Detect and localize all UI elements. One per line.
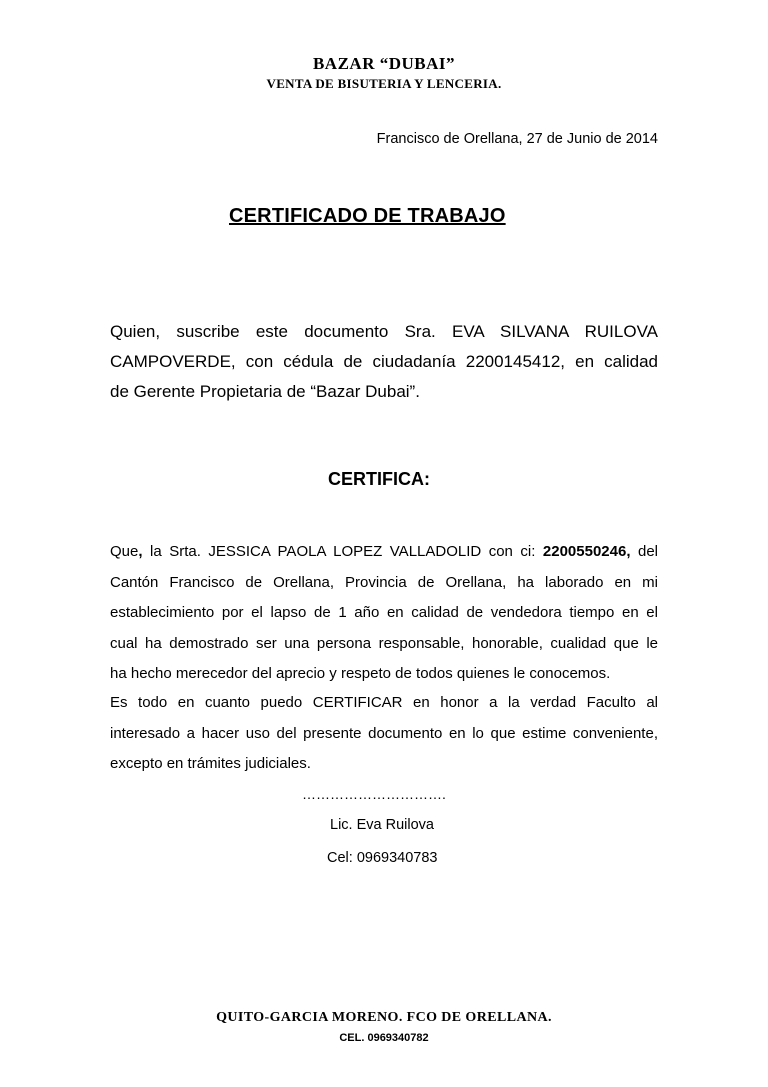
- letterhead-title: BAZAR “DUBAI”: [312, 54, 456, 73]
- date-line: Francisco de Orellana, 27 de Junio de 2014: [376, 131, 658, 147]
- signature-line: ………………………….: [302, 786, 446, 802]
- closing-line: Es todo en cuanto puedo CERTIFICAR en honor a la verdad Faculto al: [110, 694, 658, 711]
- closing-paragraph: [110, 688, 658, 780]
- body-del: del: [630, 543, 658, 560]
- closing-line: interesado a hacer uso del presente documento en lo que estime conveniente,: [110, 724, 658, 742]
- body-line: Cantón Francisco de Orellana, Provincia de Orellana, ha laborado en mi: [110, 573, 658, 591]
- body-srta: la Srta. JESSICA PAOLA LOPEZ VALLADOLID con ci:: [142, 543, 543, 560]
- certifica-heading: [328, 469, 430, 490]
- intro-line: Quien, suscribe este documento Sra. EVA SILVANA RUILOVA: [110, 322, 658, 341]
- intro-line: de Gerente Propietaria de “Bazar Dubai”.: [110, 382, 420, 401]
- footer-phone: CEL. 0969340782: [339, 1032, 429, 1044]
- body-line: ha hecho merecedor del aprecio y respeto de todos quienes le conocemos.: [110, 665, 611, 682]
- body-line: establecimiento por el lapso de 1 año en calidad de vendedora tiempo en el: [110, 604, 658, 621]
- intro-line: CAMPOVERDE, con cédula de ciudadanía 2200145412, en calidad: [110, 352, 658, 371]
- closing-line: excepto en trámites judiciales.: [110, 755, 311, 772]
- letterhead-subtitle: VENTA DE BISUTERIA Y LENCERIA.: [266, 76, 502, 91]
- document-title: CERTIFICADO DE TRABAJO: [229, 205, 506, 227]
- body-ci-number: 2200550246,: [542, 543, 631, 560]
- body-paragraph: [110, 537, 658, 690]
- signatory-phone: Cel: 0969340783: [327, 850, 438, 866]
- certifica-word: CERTIFICA: [328, 469, 424, 489]
- intro-paragraph: [110, 317, 658, 407]
- body-line: cual ha demostrado ser una persona responsable, honorable, cualidad que le: [110, 634, 658, 652]
- certifica-colon: :: [424, 469, 430, 489]
- footer-address: QUITO-GARCIA MORENO. FCO DE ORELLANA.: [216, 1010, 552, 1025]
- body-line-first: [110, 537, 658, 568]
- body-que: Que: [110, 543, 139, 560]
- signatory-name: Lic. Eva Ruilova: [330, 817, 434, 833]
- body-comma: ,: [138, 543, 143, 560]
